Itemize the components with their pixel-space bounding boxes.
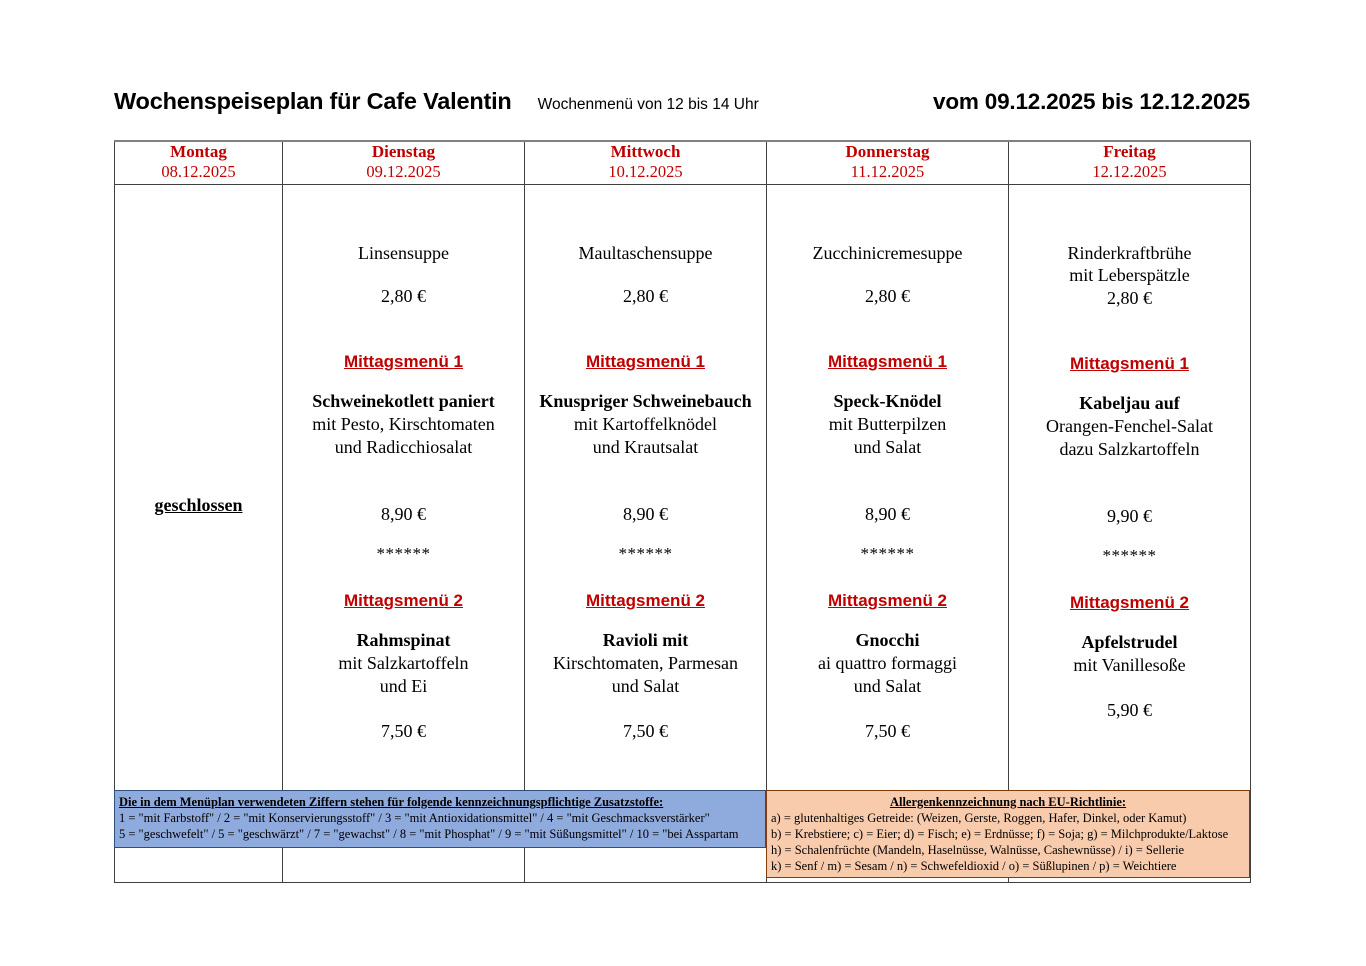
soup-price: 2,80 € [623,286,668,306]
menu2-dish-name: Rahmspinat [356,630,451,650]
date-range: vom 09.12.2025 bis 12.12.2025 [933,89,1250,114]
menu1-price: 8,90 € [381,504,426,524]
day-header-montag [115,141,283,185]
allergens-line-3: h) = Schalenfrüchte (Mandeln, Haselnüsse, Walnüsse, Cashewnüsse) / i) = Sellerie [771,843,1185,857]
page-subtitle: Wochenmenü von 12 bis 14 Uhr [537,96,759,113]
table-header-row [115,141,1251,185]
menu1-dish-line3: und Radicchiosalat [334,437,473,457]
additives-line-2: 5 = "geschwefelt" / 5 = "geschwärzt" / 7 = "gewachst" / 8 = "mit Phosphat" / 9 = "mit Süßungsmittel" / 10 = "bei Asspartam [119,827,739,841]
day-date: 08.12.2025 [161,162,236,181]
menu2-price: 7,50 € [623,721,668,741]
additives-heading: Die in dem Menüplan verwendeten Ziffern stehen für folgende kennzeichnungspflichtige Zusatzstoffe: [119,795,664,809]
menu2-dish-line2: mit Salzkartoffeln [338,653,469,673]
menu2-dish-line3: und Salat [611,676,680,696]
menu1-title: Mittagsmenü 1 [585,352,706,371]
menu2-dish-line2: mit Vanillesoße [1073,655,1186,675]
day-name: Dienstag [371,142,436,161]
day-header-mittwoch [525,141,767,185]
menu1-dish-line3: dazu Salzkartoffeln [1059,439,1200,459]
weekly-menu-table [114,140,1251,883]
closed-wrapper [115,185,282,825]
day-header-donnerstag [767,141,1009,185]
day-name: Montag [170,142,227,161]
soup-name: Zucchinicremesuppe [812,243,963,263]
soup-name: Rinderkraftbrühe [1067,243,1192,263]
menu2-title: Mittagsmenü 2 [343,591,464,610]
menu1-dish-line2: mit Butterpilzen [828,414,947,434]
menu1-dish-line2: Orangen-Fenchel-Salat [1046,416,1213,436]
day-date: 12.12.2025 [1092,162,1167,181]
soup-price: 2,80 € [1107,288,1152,308]
soup-line2: mit Leberspätzle [1069,265,1190,285]
menu-cell-freitag [1009,185,1251,883]
menu-cell-mittwoch [525,185,767,883]
menu2-title: Mittagsmenü 2 [585,591,706,610]
menu2-price: 7,50 € [381,721,426,741]
soup-name: Maultaschensuppe [578,243,713,263]
page-header [114,88,1250,122]
menu1-dish-line2: mit Kartoffelknödel [573,414,718,434]
menu1-price: 8,90 € [865,504,910,524]
menu-stack [767,242,1008,882]
menu-cell-donnerstag [767,185,1009,883]
menu1-dish-name: Knuspriger Schweinebauch [539,391,752,411]
menu1-price: 8,90 € [623,504,668,524]
menu-body-row [115,185,1251,883]
additives-line-1: 1 = "mit Farbstoff" / 2 = "mit Konservierungsstoff" / 3 = "mit Antioxidationsmittel" / 4 = "mit Geschmacksverstärker" [119,811,710,825]
allergens-line-1: a) = glutenhaltiges Getreide: (Weizen, Gerste, Roggen, Hafer, Dinkel, oder Kamut) [771,811,1187,825]
menu1-dish-name: Speck-Knödel [833,391,942,411]
day-date: 10.12.2025 [608,162,683,181]
menu1-dish-line2: mit Pesto, Kirschtomaten [312,414,495,434]
menu-cell-dienstag [283,185,525,883]
menu1-dish-name: Kabeljau auf [1079,393,1180,413]
day-header-dienstag [283,141,525,185]
menu2-dish-line3: und Ei [379,676,428,696]
menu2-title: Mittagsmenü 2 [1069,593,1190,612]
soup-price: 2,80 € [381,286,426,306]
menu1-title: Mittagsmenü 1 [343,352,464,371]
menu2-title: Mittagsmenü 2 [827,591,948,610]
menu1-title: Mittagsmenü 1 [1069,354,1190,373]
soup-name: Linsensuppe [358,243,449,263]
menu1-dish-name: Schweinekotlett paniert [312,391,495,411]
section-separator: ****** [618,544,673,563]
day-date: 09.12.2025 [366,162,441,181]
menu2-dish-name: Apfelstrudel [1081,632,1178,652]
menu2-dish-name: Ravioli mit [602,630,689,650]
menu2-dish-name: Gnocchi [855,630,920,650]
day-date: 11.12.2025 [850,162,925,181]
menu2-price: 5,90 € [1107,700,1152,720]
menu-stack [525,242,766,882]
allergens-heading: Allergenkennzeichnung nach EU-Richtlinie: [889,795,1127,809]
day-header-freitag [1009,141,1251,185]
section-separator: ****** [376,544,431,563]
menu1-dish-line3: und Salat [853,437,922,457]
additives-legend-box [114,790,766,848]
menu1-dish-line3: und Krautsalat [592,437,699,457]
menu-cell-montag [115,185,283,883]
allergens-legend-box [766,790,1250,878]
menu2-price: 7,50 € [865,721,910,741]
menu2-dish-line2: Kirschtomaten, Parmesan [553,653,738,673]
menu1-title: Mittagsmenü 1 [827,352,948,371]
page-title: Wochenspeiseplan für Cafe Valentin [114,88,512,114]
soup-price: 2,80 € [865,286,910,306]
menu1-price: 9,90 € [1107,506,1152,526]
menu2-dish-line3: und Salat [853,676,922,696]
section-separator: ****** [860,544,915,563]
allergens-line-2: b) = Krebstiere; c) = Eier; d) = Fisch; e) = Erdnüsse; f) = Soja; g) = Milchprodukte/Laktose [771,827,1229,841]
day-name: Mittwoch [610,142,681,161]
menu2-dish-line2: ai quattro formaggi [818,653,957,673]
closed-label: geschlossen [154,494,243,515]
menu-stack [1009,242,1250,882]
footer-legend-zone [114,790,1250,880]
menu-stack [283,242,524,882]
allergens-line-4: k) = Senf / m) = Sesam / n) = Schwefeldioxid / o) = Süßlupinen / p) = Weichtiere [771,859,1177,873]
day-name: Freitag [1103,142,1156,161]
section-separator: ****** [1102,546,1157,565]
day-name: Donnerstag [845,142,930,161]
